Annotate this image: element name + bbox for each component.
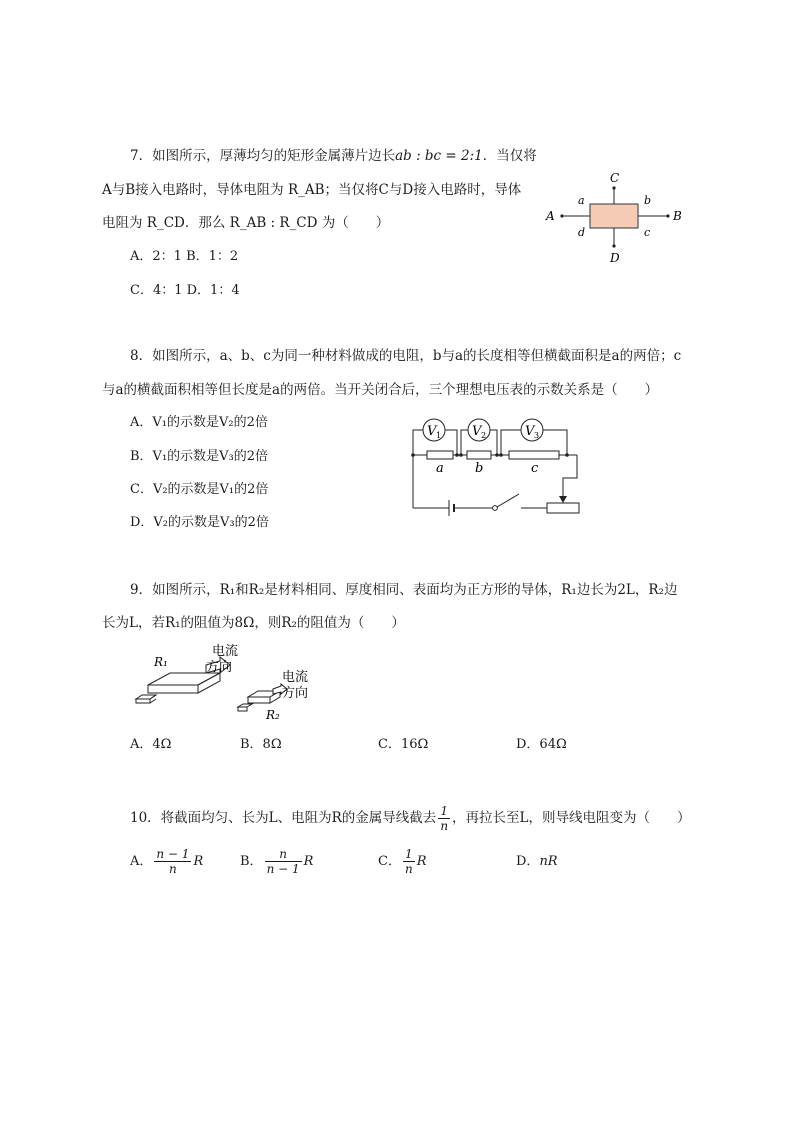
q9-option-d: D．64Ω <box>516 737 567 752</box>
q10-option-d: D．nR <box>516 854 558 869</box>
rheostat <box>547 503 579 513</box>
q9-figure <box>128 645 328 725</box>
terminal-b <box>666 214 669 217</box>
q9-option-b: B．8Ω <box>240 737 282 752</box>
q8-option-b: B．V₁的示数是V₃的2倍 <box>130 449 269 464</box>
label-B: B <box>673 209 682 223</box>
q7-line3: 电阻为 R_CD．那么 R_AB : R_CD 为（ ） <box>102 215 390 231</box>
resistor-c <box>509 451 559 459</box>
q8-line2: 与a的横截面积相等但长度是a的两倍。当开关闭合后，三个理想电压表的示数关系是（ ） <box>102 382 659 398</box>
svg-text:1: 1 <box>436 431 442 440</box>
svg-text:3: 3 <box>534 431 540 440</box>
terminal-d <box>612 244 615 247</box>
q8-option-c: C．V₂的示数是V₁的2倍 <box>130 482 269 497</box>
label-r1: R₁ <box>154 655 168 669</box>
current-dir-2-line1: 电流 <box>282 670 309 685</box>
q8-option-a: A．V₁的示数是V₂的2倍 <box>130 415 268 430</box>
q8-circuit <box>405 410 585 520</box>
label-C: C <box>610 171 620 185</box>
q8-option-d: D．V₂的示数是V₃的2倍 <box>130 515 269 530</box>
q8-line1: 8．如图所示，a、b、c为同一种材料做成的电阻，b与a的长度相等但横截面积是a的两倍；c <box>130 348 682 364</box>
metal-sheet <box>590 204 638 228</box>
label-c: c <box>644 226 651 239</box>
resistor-b <box>467 451 491 459</box>
q7-option-row1: A．2：1 B．1：2 <box>130 249 239 264</box>
q9-line1: 9．如图所示，R₁和R₂是材料相同、厚度相同、表面均为正方形的导体，R₁边长为2L，R₂边 <box>130 582 678 598</box>
current-dir-1-line2: 方向 <box>206 660 233 675</box>
q7-line2: A与B接入电路时，导体电阻为 R_AB；当仅将C与D接入电路时，导体 <box>102 182 522 198</box>
label-b: b <box>644 194 652 207</box>
q7-line1-post: ．当仅将 <box>482 148 537 164</box>
q9-option-c: C．16Ω <box>378 737 429 752</box>
label-r2: R₂ <box>266 708 280 722</box>
svg-text:2: 2 <box>481 431 487 440</box>
current-dir-1-line1: 电流 <box>212 644 239 659</box>
switch-blade <box>497 494 519 507</box>
q7-option-row2: C．4：1 D．1：4 <box>130 283 240 298</box>
q10-frac-den: n <box>440 819 449 833</box>
q10-fraction <box>438 804 450 833</box>
svg-text:V: V <box>525 424 535 439</box>
resistor-a <box>427 451 453 459</box>
svg-text:V: V <box>427 424 437 439</box>
label-resistor-b: b <box>475 461 484 476</box>
q7-figure <box>540 168 700 268</box>
svg-text:V: V <box>472 424 482 439</box>
terminal-c <box>612 186 615 189</box>
q7-line1 <box>130 147 537 165</box>
q10-stem-pre: 10．将截面均匀、长为L、电阻为R的金属导线截去 <box>130 810 437 826</box>
q10-stem <box>130 804 691 833</box>
label-A: A <box>546 209 555 223</box>
label-a: a <box>578 194 585 207</box>
label-resistor-a: a <box>436 461 444 476</box>
q10-stem-post: ，再拉长至L，则导线电阻变为（ ） <box>452 810 691 826</box>
current-dir-2-line2: 方向 <box>282 686 309 701</box>
q9-option-a: A．4Ω <box>130 737 172 752</box>
q7-ratio: ab : bc = 2:1 <box>395 148 483 164</box>
label-d: d <box>578 226 586 239</box>
switch-pivot <box>493 506 498 511</box>
q9-line2: 长为L，若R₁的阻值为8Ω，则R₂的阻值为（ ） <box>102 615 405 631</box>
q10-frac-num: 1 <box>438 804 450 819</box>
label-resistor-c: c <box>531 461 539 476</box>
q10-option-a: A． $\frac{n - 1}{n}$ R <box>130 847 204 876</box>
terminal-a <box>560 214 563 217</box>
q10-option-c: C． $\frac{1}{n}$ R <box>378 847 427 876</box>
label-D: D <box>610 251 620 265</box>
q7-line1-pre: 7．如图所示，厚薄均匀的矩形金属薄片边长 <box>130 148 396 164</box>
q10-option-b: B． $\frac{n}{n - 1}$ R <box>240 847 314 876</box>
